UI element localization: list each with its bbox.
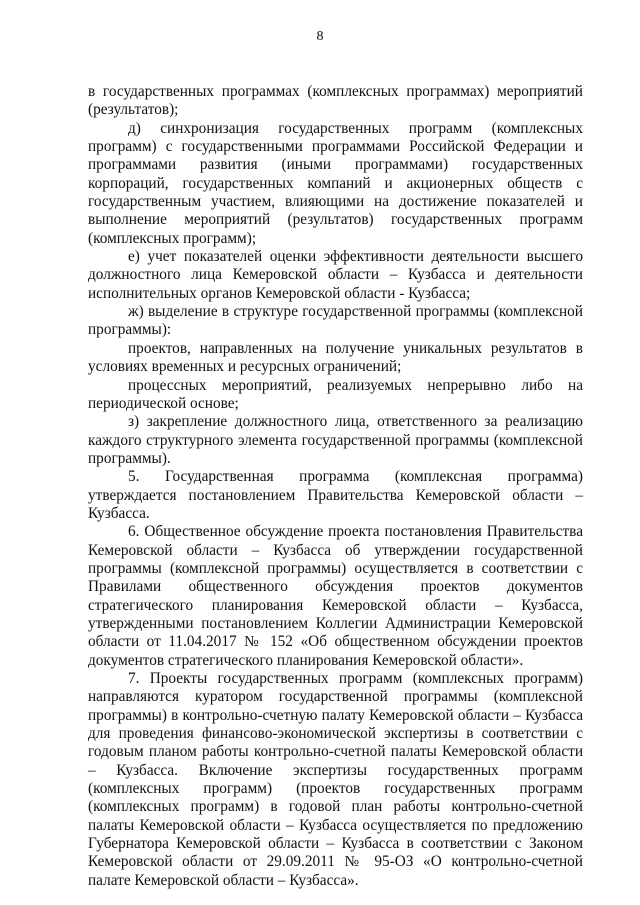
paragraph-item-zh: ж) выделение в структуре государственной программы (комплексной программы): [88, 303, 583, 339]
paragraph-clause-6: 6. Общественное обсуждение проекта постановления Правительства Кемеровской области – Кузбасса об утверждении государственной программы (комплексной программы) осуществляется в соответствии с Правилами общественного обсуждения проектов документов стратегического планирования Кемеровской области – Кузбасса, утвержденными постановлением Коллегии Администрации Кемеровской области от 11.04.2017 № 152 «Об общественном обсуждении проектов документов стратегического планирования Кемеровской области». [88, 523, 583, 669]
paragraph-clause-5: 5. Государственная программа (комплексная программа) утверждается постановлением Правительства Кемеровской области – Кузбасса. [88, 468, 583, 522]
paragraph-item-d: д) синхронизация государственных программ (комплексных программ) с государственными программами Российской Федерации и программами развития (иными программами) государственных корпораций, государственных компаний и акционерных обществ с государственным участием, влияющими на достижение показателей и выполнение мероприятий (результатов) государственных программ (комплексных программ); [88, 119, 583, 247]
document-body [88, 83, 583, 890]
paragraph-clause-7: 7. Проекты государственных программ (комплексных программ) направляются куратором государственной программы (комплексной программы) в контрольно-счетную палату Кемеровской области – Кузбасса для проведения финансово-экономической экспертизы в соответствии с годовым планом работы контрольно-счетной палаты Кемеровской области – Кузбасса. Включение экспертизы государственных программ (комплексных программ) (проектов государственных программ (комплексных программ) в годовой план работы контрольно-счетной палаты Кемеровской области – Кузбасса осуществляется по предложению Губернатора Кемеровской области – Кузбасса в соответствии с Законом Кемеровской области от 29.09.2011 № 95-ОЗ «О контрольно-счетной палате Кемеровской области – Кузбасса». [88, 670, 583, 889]
paragraph-projects: проектов, направленных на получение уникальных результатов в условиях временных и ресурсных ограничений; [88, 339, 583, 376]
paragraph-item-z: з) закрепление должностного лица, ответственного за реализацию каждого структурного элемента государственной программы (комплексной программы). [88, 413, 583, 467]
paragraph-item-e: е) учет показателей оценки эффективности деятельности высшего должностного лица Кемеровской области – Кузбасса и деятельности исполнительных органов Кемеровской области - Кузбасса; [88, 248, 583, 302]
paragraph-process-activities: процессных мероприятий, реализуемых непрерывно либо на периодической основе; [88, 376, 583, 412]
page-number: 8 [316, 29, 324, 44]
paragraph-continuation: в государственных программах (комплексных программах) мероприятий (результатов); [88, 83, 583, 119]
